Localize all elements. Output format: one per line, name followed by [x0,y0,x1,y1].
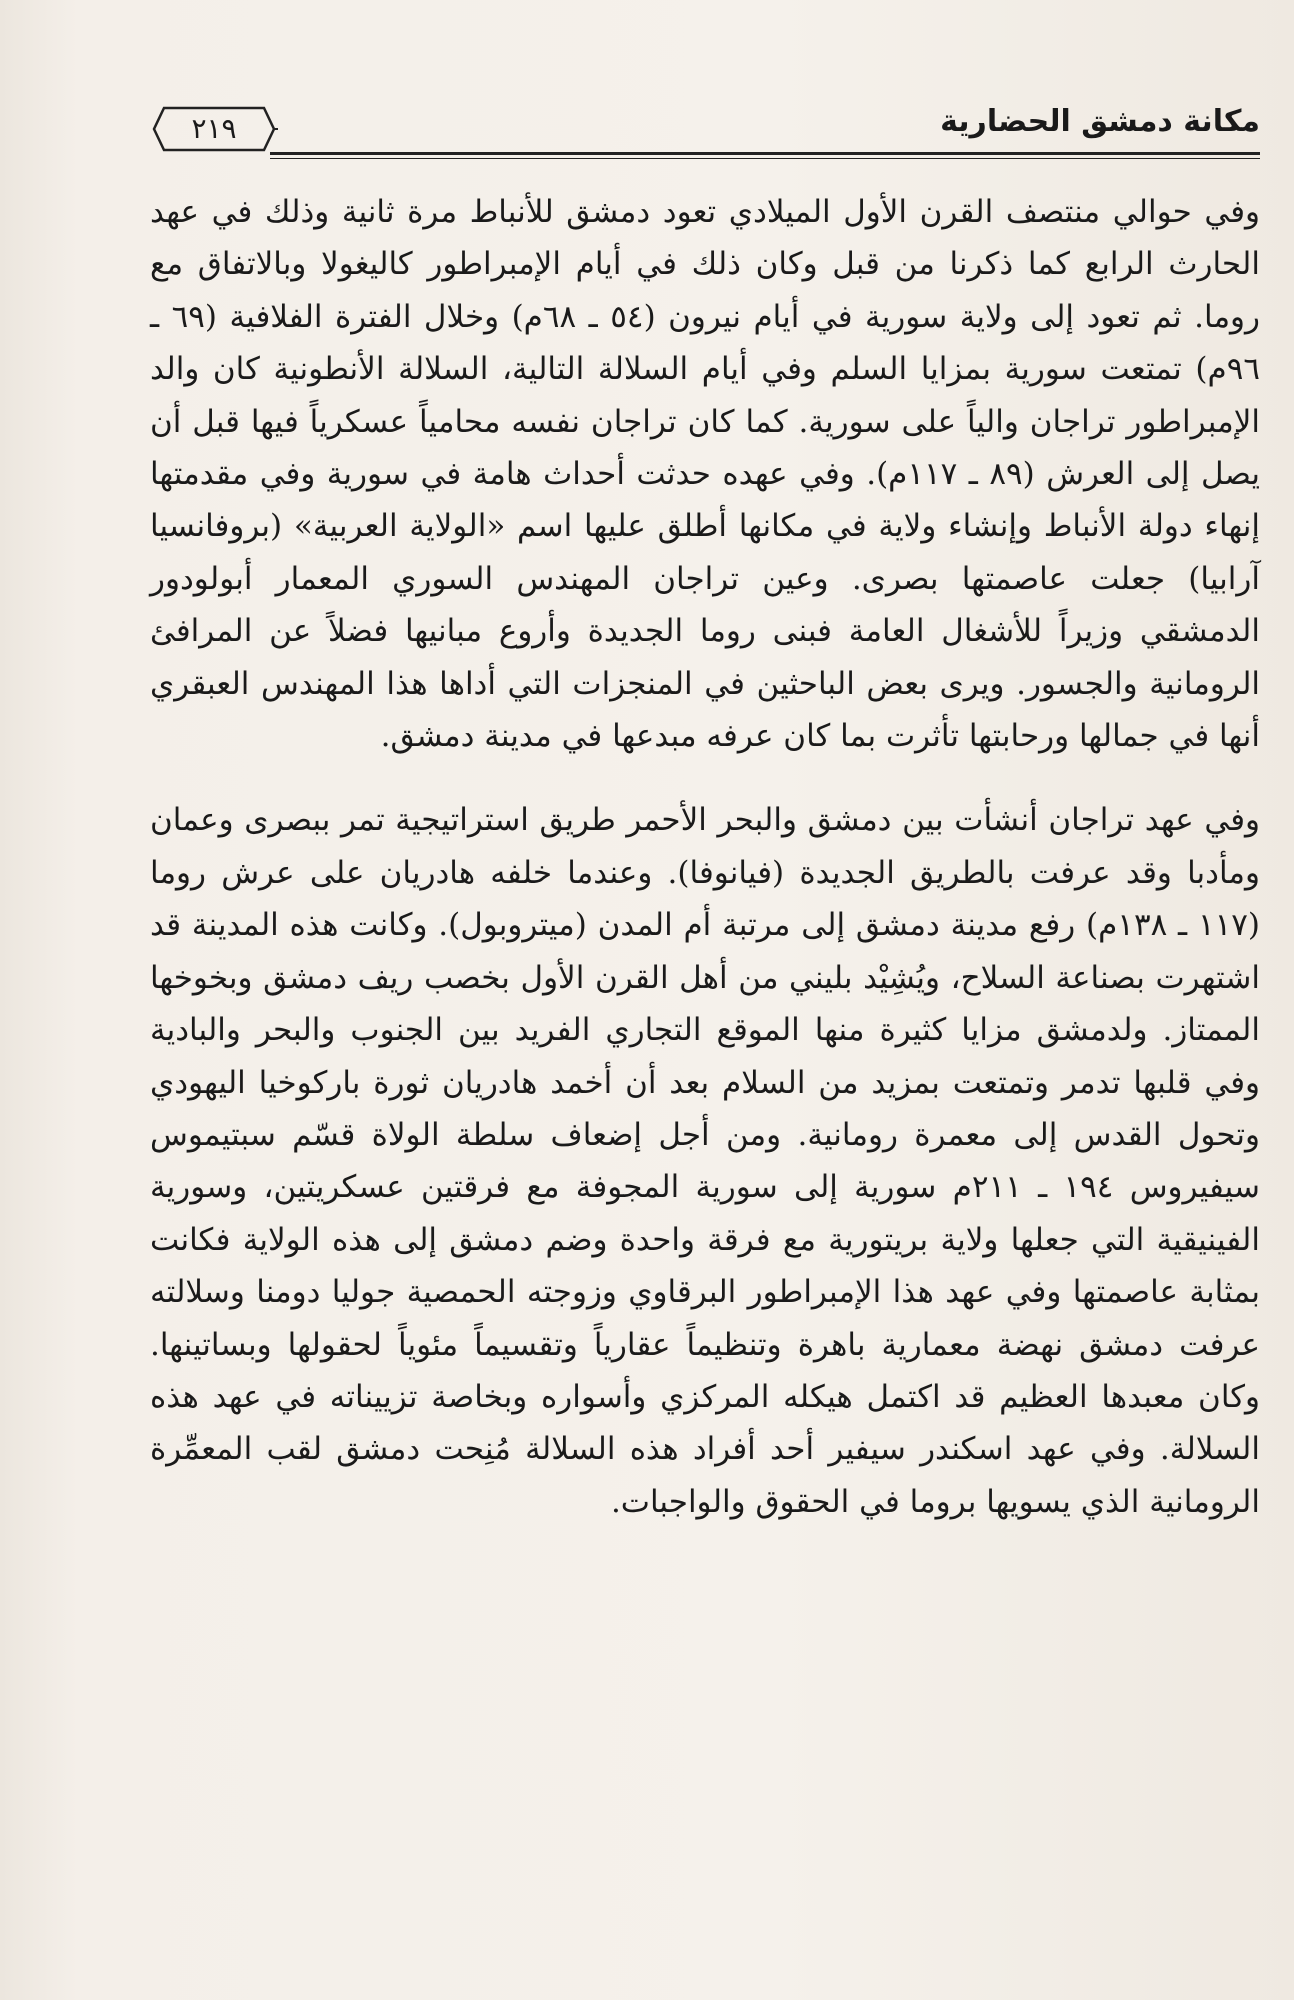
running-title: مكانة دمشق الحضارية [940,104,1260,139]
running-header [150,100,1260,170]
main-text [150,186,1260,1528]
paragraph-2: وفي عهد تراجان أنشأت بين دمشق والبحر الأحمر طريق استراتيجية تمر ببصرى وعمان ومأدبا وقد عرفت بالطريق الجديدة (فيانوفا). وعندما خلفه هادريان على عرش روما (١١٧ ـ ١٣٨م) رفع مدينة دمشق إلى مرتبة أم المدن (ميتروبول). وكانت هذه المدينة قد اشتهرت بصناعة السلاح، ويُشِيْد بليني من أهل القرن الأول بخصب ريف دمشق وبخوخها الممتاز. ولدمشق مزايا كثيرة منها الموقع التجاري الفريد بين الجنوب والبحر والبادية وفي قلبها تدمر وتمتعت بمزيد من السلام بعد أن أخمد هادريان ثورة باركوخيا اليهودي وتحول القدس إلى معمرة رومانية. ومن أجل إضعاف سلطة الولاة قسّم سبتيموس سيفيروس ١٩٤ ـ ٢١١م سورية إلى سورية المجوفة مع فرقتين عسكريتين، وسورية الفينيقية التي جعلها ولاية بريتورية مع فرقة واحدة وضم دمشق إلى هذه الولاية فكانت بمثابة عاصمتها وفي عهد هذا الإمبراطور البرقاوي وزوجته الحمصية جوليا دومنا وسلالته عرفت دمشق نهضة معمارية باهرة وتنظيماً عقارياً وتقسيماً مئوياً لحقولها وبساتينها. وكان معبدها العظيم قد اكتمل هيكله المركزي وأسواره وبخاصة تزييناته في عهد هذه السلالة. وفي عهد اسكندر سيفير أحد أفراد هذه السلالة مُنِحت دمشق لقب المعمِّرة الرومانية الذي يسويها بروما في الحقوق والواجبات. [150,802,1261,1520]
paragraph-1: وفي حوالي منتصف القرن الأول الميلادي تعود دمشق للأنباط مرة ثانية وذلك في عهد الحارث الرابع كما ذكرنا من قبل وكان ذلك في أيام الإمبراطور كاليغولا وبالاتفاق مع روما. ثم تعود إلى ولاية سورية في أيام نيرون (٥٤ ـ ٦٨م) وخلال الفترة الفلافية (٦٩ ـ ٩٦م) تمتعت سورية بمزايا السلم وفي أيام السلالة التالية، السلالة الأنطونية كان والد الإمبراطور تراجان والياً على سورية. كما كان تراجان نفسه محامياً عسكرياً فيها قبل أن يصل إلى العرش (٨٩ ـ ١١٧م). وفي عهده حدثت أحداث هامة في سورية وفي مقدمتها إنهاء دولة الأنباط وإنشاء ولاية في مكانها أطلق عليها اسم «الولاية العربية» (بروفانسيا آرابيا) جعلت عاصمتها بصرى. وعين تراجان المهندس السوري المعمار أبولودور الدمشقي وزيراً للأشغال العامة فبنى روما الجديدة وأروع مبانيها فضلاً عن المرافئ الرومانية والجسور. ويرى بعض الباحثين في المنجزات التي أداها هذا المهندس العبقري أنها في جمالها ورحابتها تأثرت بما كان عرفه مبدعها في مدينة دمشق. [150,194,1260,755]
header-rule [270,152,1260,155]
page-number: ٢١٩ [191,112,237,145]
header-rule-thin [270,158,1260,159]
page-number-frame [150,104,278,154]
